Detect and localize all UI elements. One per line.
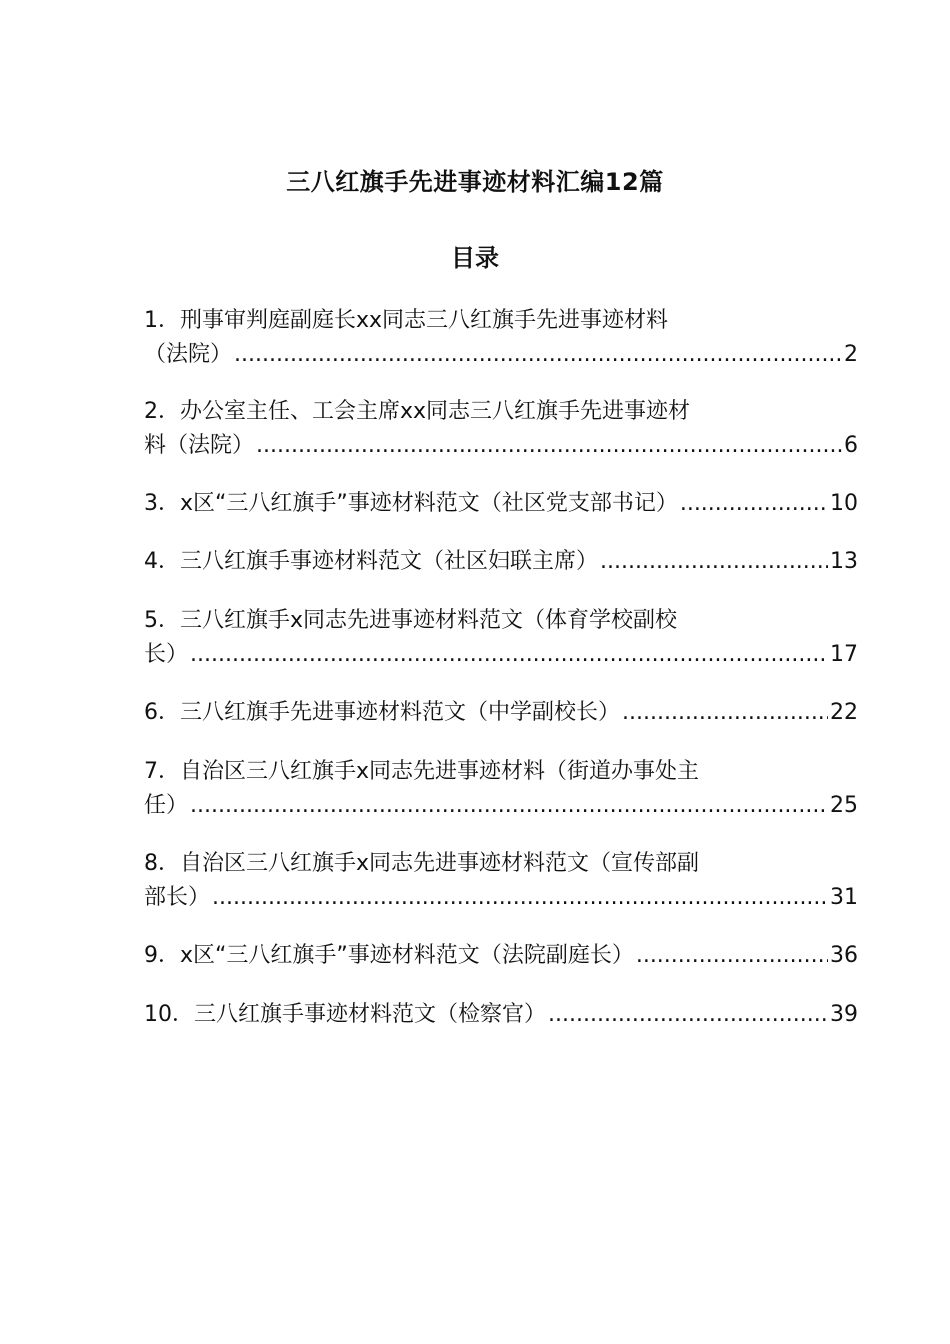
toc-entry-4[interactable] xyxy=(144,545,858,579)
toc-entry-1[interactable] xyxy=(144,304,858,372)
document-title: 三八红旗手先进事迹材料汇编12篇 xyxy=(286,168,664,196)
toc-page-number: 17 xyxy=(830,642,858,667)
toc-entry-2[interactable] xyxy=(144,395,858,463)
toc-dot-leader xyxy=(190,638,828,672)
toc-page-number: 10 xyxy=(830,491,858,516)
toc-page-number: 25 xyxy=(830,793,858,818)
toc-entry-title-line2: 部长） xyxy=(144,885,211,910)
toc-dot-leader xyxy=(548,998,828,1032)
toc-entry-title-line1: 5．三八红旗手x同志先进事迹材料范文（体育学校副校 xyxy=(144,608,678,633)
toc-dot-leader xyxy=(622,696,828,730)
toc-dot-leader xyxy=(636,939,828,973)
toc-entry-title: 10．三八红旗手事迹材料范文（检察官） xyxy=(144,1002,546,1027)
toc-dot-leader xyxy=(680,487,828,521)
toc-dot-leader xyxy=(256,429,842,463)
toc-entry-6[interactable] xyxy=(144,696,858,730)
toc-entry-title-line1: 2．办公室主任、工会主席xx同志三八红旗手先进事迹材 xyxy=(144,399,691,424)
toc-entry-title-line1: 8．自治区三八红旗手x同志先进事迹材料范文（宣传部副 xyxy=(144,851,700,876)
toc-entry-title-line2: （法院） xyxy=(144,342,233,367)
toc-entry-9[interactable] xyxy=(144,939,858,973)
toc-dot-leader xyxy=(600,545,828,579)
toc-page-number: 31 xyxy=(830,885,858,910)
toc-entry-10[interactable] xyxy=(144,998,858,1032)
toc-page-number: 39 xyxy=(830,1002,858,1027)
toc-entry-5[interactable] xyxy=(144,604,858,672)
toc-page-number: 2 xyxy=(844,342,858,367)
toc-entry-title-line2: 长） xyxy=(144,642,189,667)
toc-dot-leader xyxy=(212,881,828,915)
toc-entry-title: 6．三八红旗手先进事迹材料范文（中学副校长） xyxy=(144,700,620,725)
toc-entry-title-line1: 7．自治区三八红旗手x同志先进事迹材料（街道办事处主 xyxy=(144,759,700,784)
toc-page-number: 36 xyxy=(830,943,858,968)
toc-entry-title: 3．x区“三八红旗手”事迹材料范文（社区党支部书记） xyxy=(144,491,678,516)
toc-entry-8[interactable] xyxy=(144,847,858,915)
toc-page-number: 13 xyxy=(830,549,858,574)
toc-page-number: 22 xyxy=(830,700,858,725)
toc-heading: 目录 xyxy=(451,244,499,272)
toc-dot-leader xyxy=(234,338,842,372)
toc-entry-title-line2: 任） xyxy=(144,793,189,818)
toc-entry-3[interactable] xyxy=(144,487,858,521)
toc-entry-title: 4．三八红旗手事迹材料范文（社区妇联主席） xyxy=(144,549,598,574)
toc-entry-7[interactable] xyxy=(144,755,858,823)
toc-page-number: 6 xyxy=(844,433,858,458)
toc-dot-leader xyxy=(190,789,828,823)
toc-entry-title: 9．x区“三八红旗手”事迹材料范文（法院副庭长） xyxy=(144,943,634,968)
toc-entry-title-line1: 1．刑事审判庭副庭长xx同志三八红旗手先进事迹材料 xyxy=(144,308,669,333)
toc-entry-title-line2: 料（法院） xyxy=(144,433,255,458)
